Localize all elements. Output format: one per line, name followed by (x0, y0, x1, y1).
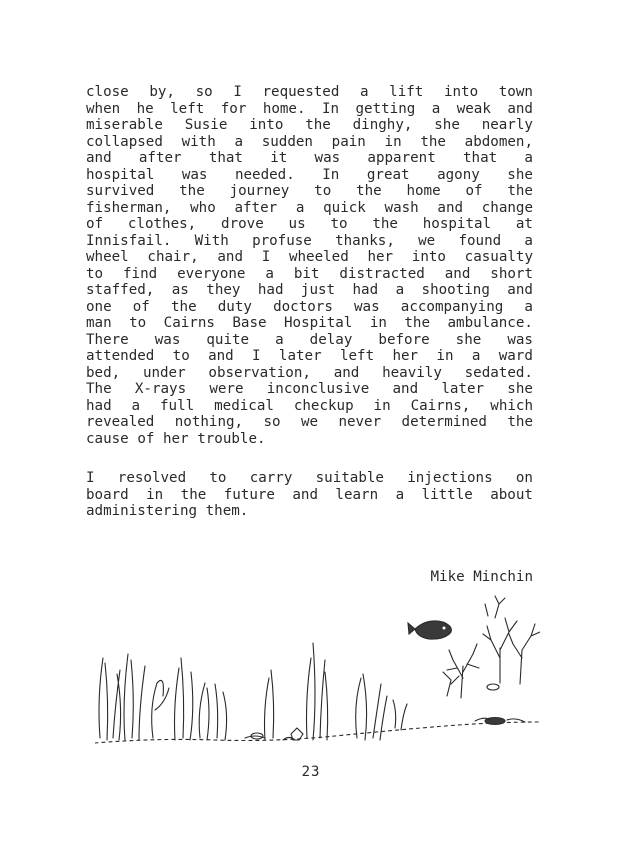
text-line: of clothes, drove us to the hospital at (86, 216, 533, 232)
text-line: miserable Susie into the dinghy, she nearly (86, 117, 533, 133)
text-line: staffed, as they had just had a shooting and (86, 282, 533, 298)
seabed-illustration (95, 588, 540, 753)
text-line: Innisfail. With profuse thanks, we found a (86, 232, 533, 249)
text-line: man to Cairns Base Hospital in the ambulance. (86, 315, 533, 331)
text-line: cause of her trouble. (86, 430, 266, 447)
text-line: had a full medical checkup in Cairns, which (86, 397, 533, 414)
text-line: I resolved to carry suitable injections on (86, 470, 533, 486)
text-line: survived the journey to the home of the (86, 183, 533, 199)
text-line: hospital was needed. In great agony she (86, 166, 533, 183)
seafloor-line (95, 684, 540, 743)
text-line: attended to and I later left her in a ward (86, 348, 533, 364)
text-line: and after that it was apparent that a (86, 150, 533, 166)
page-number: 23 (301, 764, 321, 780)
text-line: fisherman, who after a quick wash and change (86, 199, 533, 216)
coral-icon (443, 596, 540, 698)
author-signature: Mike Minchin (430, 569, 533, 585)
text-line: There was quite a delay before she was (86, 331, 533, 348)
text-line: board in the future and learn a little about (86, 486, 533, 503)
text-line: administering them. (86, 503, 249, 519)
paragraph-1 (86, 84, 533, 447)
text-line: one of the duty doctors was accompanying a (86, 298, 533, 315)
text-line: collapsed with a sudden pain in the abdomen, (86, 133, 533, 150)
text-line: wheel chair, and I wheeled her into casualty (86, 249, 533, 265)
text-line: when he left for home. In getting a weak and (86, 100, 533, 117)
text-line: close by, so I requested a lift into town (86, 84, 533, 100)
text-line: bed, under observation, and heavily sedated. (86, 364, 533, 381)
fish-icon (408, 621, 451, 639)
text-line: to find everyone a bit distracted and short (86, 265, 533, 282)
text-line: revealed nothing, so we never determined the (86, 414, 533, 430)
seagrass-icon (99, 643, 407, 740)
paragraph-2 (86, 470, 533, 520)
text-line: The X-rays were inconclusive and later she (86, 381, 533, 397)
